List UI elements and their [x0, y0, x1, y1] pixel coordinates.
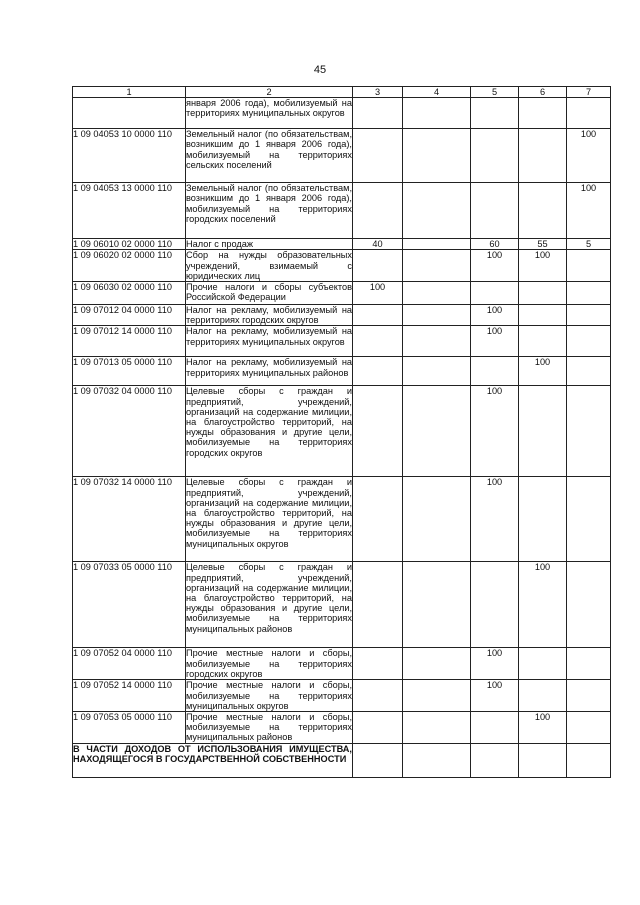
empty-cell: [519, 743, 567, 777]
col3-value: [353, 326, 403, 357]
col3-value: [353, 386, 403, 477]
kbk-code: 1 09 06020 02 0000 110: [73, 250, 186, 282]
col4-value: [403, 477, 471, 562]
column-header: 2: [186, 87, 353, 98]
col5-value: 100: [471, 305, 519, 326]
revenue-name: Налог с продаж: [186, 239, 353, 250]
col4-value: [403, 712, 471, 744]
col4-value: [403, 562, 471, 648]
revenue-name: Целевые сборы с граждан и предприятий, учреждений, организаций на содержание милиции, на благоустройство территорий, на нужды образования и другие цели, мобилизуемые на территориях муниципальных округов: [186, 477, 353, 562]
col4-value: [403, 98, 471, 129]
kbk-code: 1 09 07013 05 0000 110: [73, 357, 186, 386]
col7-value: [567, 680, 611, 712]
col5-value: 100: [471, 680, 519, 712]
kbk-code: 1 09 04053 13 0000 110: [73, 183, 186, 239]
col4-value: [403, 305, 471, 326]
col5-value: 100: [471, 386, 519, 477]
revenue-name: Сбор на нужды образовательных учреждений, взимаемый с юридических лиц: [186, 250, 352, 281]
kbk-code: 1 09 07012 04 0000 110: [73, 305, 186, 326]
col3-value: [353, 183, 403, 239]
kbk-code: 1 09 07033 05 0000 110: [73, 562, 186, 648]
col6-value: [519, 326, 567, 357]
col4-value: [403, 680, 471, 712]
col5-value: 100: [471, 648, 519, 680]
col6-value: [519, 305, 567, 326]
empty-cell: [403, 743, 471, 777]
col4-value: [403, 183, 471, 239]
col7-value: 100: [567, 183, 611, 239]
col6-value: [519, 680, 567, 712]
col4-value: [403, 386, 471, 477]
column-header: 6: [519, 87, 567, 98]
kbk-code: 1 09 07053 05 0000 110: [73, 712, 186, 744]
table-row: [73, 129, 611, 183]
section-heading: В ЧАСТИ ДОХОДОВ ОТ ИСПОЛЬЗОВАНИЯ ИМУЩЕСТВА, НАХОДЯЩЕГОСЯ В ГОСУДАРСТВЕННОЙ СОБСТВЕННОСТИ: [73, 743, 353, 777]
column-header: 7: [567, 87, 611, 98]
table-row: [73, 386, 611, 477]
revenue-name: Целевые сборы с граждан и предприятий, учреждений, организаций на содержание милиции, на благоустройство территорий, на нужды образования и другие цели, мобилизуемые на территориях городских округов: [186, 386, 353, 477]
col3-value: [353, 250, 403, 282]
column-header: 5: [471, 87, 519, 98]
revenue-distribution-table: [72, 86, 611, 778]
col6-value: [519, 477, 567, 562]
col5-value: [471, 282, 519, 305]
col7-value: [567, 282, 611, 305]
empty-cell: [471, 743, 519, 777]
table-row: [73, 648, 611, 680]
col7-value: [567, 712, 611, 744]
column-header: 1: [73, 87, 186, 98]
col5-value: [471, 357, 519, 386]
table-header-row: [73, 87, 611, 98]
col7-value: [567, 357, 611, 386]
col4-value: [403, 129, 471, 183]
col4-value: [403, 326, 471, 357]
kbk-code: 1 09 07032 14 0000 110: [73, 477, 186, 562]
table-row: [73, 680, 611, 712]
col4-value: [403, 239, 471, 250]
col3-value: [353, 129, 403, 183]
col3-value: [353, 477, 403, 562]
table-row: [73, 477, 611, 562]
col6-value: [519, 386, 567, 477]
col6-value: [519, 98, 567, 129]
revenue-name: января 2006 года), мобилизуемый на территориях муниципальных округов: [186, 98, 353, 129]
col6-value: 100: [519, 357, 567, 386]
col5-value: 100: [471, 477, 519, 562]
col3-value: [353, 357, 403, 386]
col5-value: [471, 712, 519, 744]
revenue-name: Прочие местные налоги и сборы, мобилизуемые на территориях муниципальных районов: [186, 712, 352, 743]
col7-value: 100: [567, 129, 611, 183]
revenue-name: Прочие налоги и сборы субъектов Российской Федерации: [186, 282, 353, 305]
empty-cell: [567, 743, 611, 777]
col3-value: [353, 305, 403, 326]
column-header: 4: [403, 87, 471, 98]
revenue-name: Прочие местные налоги и сборы, мобилизуемые на территориях муниципальных округов: [186, 680, 352, 711]
page-number: 45: [313, 64, 327, 76]
empty-cell: [353, 743, 403, 777]
revenue-name: Прочие местные налоги и сборы, мобилизуемые на территориях городских округов: [186, 648, 352, 679]
col5-value: 100: [471, 326, 519, 357]
col5-value: 60: [471, 239, 519, 250]
table-row: [73, 357, 611, 386]
kbk-code: 1 09 07032 04 0000 110: [73, 386, 186, 477]
col7-value: [567, 386, 611, 477]
col5-value: [471, 562, 519, 648]
table-row: [73, 98, 611, 129]
col4-value: [403, 250, 471, 282]
kbk-code: 1 09 04053 10 0000 110: [73, 129, 186, 183]
col4-value: [403, 282, 471, 305]
kbk-code: 1 09 07052 04 0000 110: [73, 648, 186, 680]
col6-value: 55: [519, 239, 567, 250]
column-header: 3: [353, 87, 403, 98]
col7-value: [567, 98, 611, 129]
table-row: [73, 326, 611, 357]
col6-value: [519, 183, 567, 239]
col3-value: [353, 680, 403, 712]
col6-value: [519, 648, 567, 680]
col6-value: [519, 129, 567, 183]
col4-value: [403, 357, 471, 386]
kbk-code: 1 09 07052 14 0000 110: [73, 680, 186, 712]
col5-value: 100: [471, 250, 519, 282]
revenue-name: Налог на рекламу, мобилизуемый на территориях муниципальных районов: [186, 357, 353, 386]
col7-value: 5: [567, 239, 611, 250]
col7-value: [567, 250, 611, 282]
col3-value: [353, 98, 403, 129]
col3-value: [353, 712, 403, 744]
section-row: [73, 743, 611, 777]
kbk-code: 1 09 07012 14 0000 110: [73, 326, 186, 357]
col6-value: 100: [519, 562, 567, 648]
table-row: [73, 712, 611, 744]
col3-value: [353, 648, 403, 680]
col5-value: [471, 183, 519, 239]
col4-value: [403, 648, 471, 680]
col7-value: [567, 305, 611, 326]
revenue-name: Целевые сборы с граждан и предприятий, учреждений, организаций на содержание милиции, на благоустройство территорий, на нужды образования и другие цели, мобилизуемые на территориях муниципальных районов: [186, 562, 353, 648]
table-row: [73, 282, 611, 305]
col3-value: 100: [353, 282, 403, 305]
col5-value: [471, 129, 519, 183]
col6-value: [519, 282, 567, 305]
table-row: [73, 305, 611, 326]
revenue-name: Налог на рекламу, мобилизуемый на территориях городских округов: [186, 305, 352, 326]
col7-value: [567, 562, 611, 648]
revenue-name: Земельный налог (по обязательствам, возникшим до 1 января 2006 года), мобилизуемый на территориях сельских поселений: [186, 129, 353, 183]
col6-value: 100: [519, 712, 567, 744]
kbk-code: [73, 98, 186, 129]
table-row: [73, 183, 611, 239]
kbk-code: 1 09 06010 02 0000 110: [73, 239, 186, 250]
table-row: [73, 250, 611, 282]
col5-value: [471, 98, 519, 129]
table-row: [73, 562, 611, 648]
revenue-name: Земельный налог (по обязательствам, возникшим до 1 января 2006 года), мобилизуемый на территориях городских поселений: [186, 183, 353, 239]
revenue-name: Налог на рекламу, мобилизуемый на территориях муниципальных округов: [186, 326, 353, 357]
col3-value: [353, 562, 403, 648]
table-row: [73, 239, 611, 250]
col3-value: 40: [353, 239, 403, 250]
col7-value: [567, 326, 611, 357]
col7-value: [567, 477, 611, 562]
kbk-code: 1 09 06030 02 0000 110: [73, 282, 186, 305]
col6-value: 100: [519, 250, 567, 282]
col7-value: [567, 648, 611, 680]
